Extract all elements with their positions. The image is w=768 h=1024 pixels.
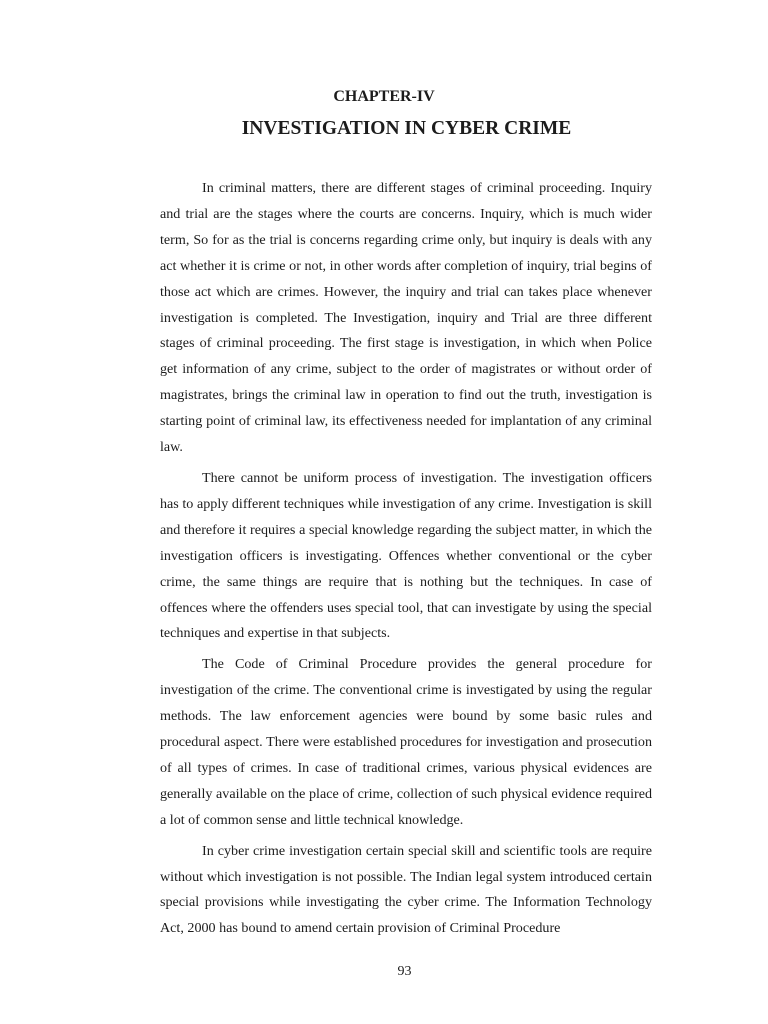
body-text [160,176,652,947]
paragraph-3: The Code of Criminal Procedure provides the general procedure for investigation of the crime. The conventional crime is investigated by using the regular methods. The law enforcement agencies were bound by some basic rules and procedural aspect. There were established procedures for investigation and prosecution of all types of crimes. In case of traditional crimes, various physical evidences are generally available on the place of crime, collection of such physical evidence required a lot of common sense and little technical knowledge. [160,656,652,828]
paragraph-4: In cyber crime investigation certain special skill and scientific tools are require without which investigation is not possible. The Indian legal system introduced certain special provisions while investigating the cyber crime. The Information Technology Act, 2000 has bound to amend certain provision of Criminal Procedure [160,842,652,937]
page-number: 93 [397,964,412,979]
chapter-title: INVESTIGATION IN CYBER CRIME [241,118,572,139]
chapter-label: CHAPTER-IV [333,88,435,105]
paragraph-2: There cannot be uniform process of investigation. The investigation officers has to apply different techniques while investigation of any crime. Investigation is skill and therefore it requires a special knowledge regarding the subject matter, in which the investigation officers is investigating. Offences whether conventional or the cyber crime, the same things are require that is nothing but the techniques. In case of offences where the offenders uses special tool, that can investigate by using the special techniques and expertise in that subjects. [160,469,652,642]
paragraph-1: In criminal matters, there are different stages of criminal proceeding. Inquiry and trial are the stages where the courts are concerns. Inquiry, which is much wider term, So for as the trial is concerns regarding crime only, but inquiry is deals with any act whether it is crime or not, in other words after completion of inquiry, trial begins of those act which are crimes. However, the inquiry and trial can takes place whenever investigation is completed. The Investigation, inquiry and Trial are three different stages of criminal proceeding. The first stage is investigation, in which when Police get information of any crime, subject to the order of magistrates or without order of magistrates, brings the criminal law in operation to find out the truth, investigation is starting point of criminal law, its effectiveness needed for implantation of any criminal law. [160,180,652,456]
